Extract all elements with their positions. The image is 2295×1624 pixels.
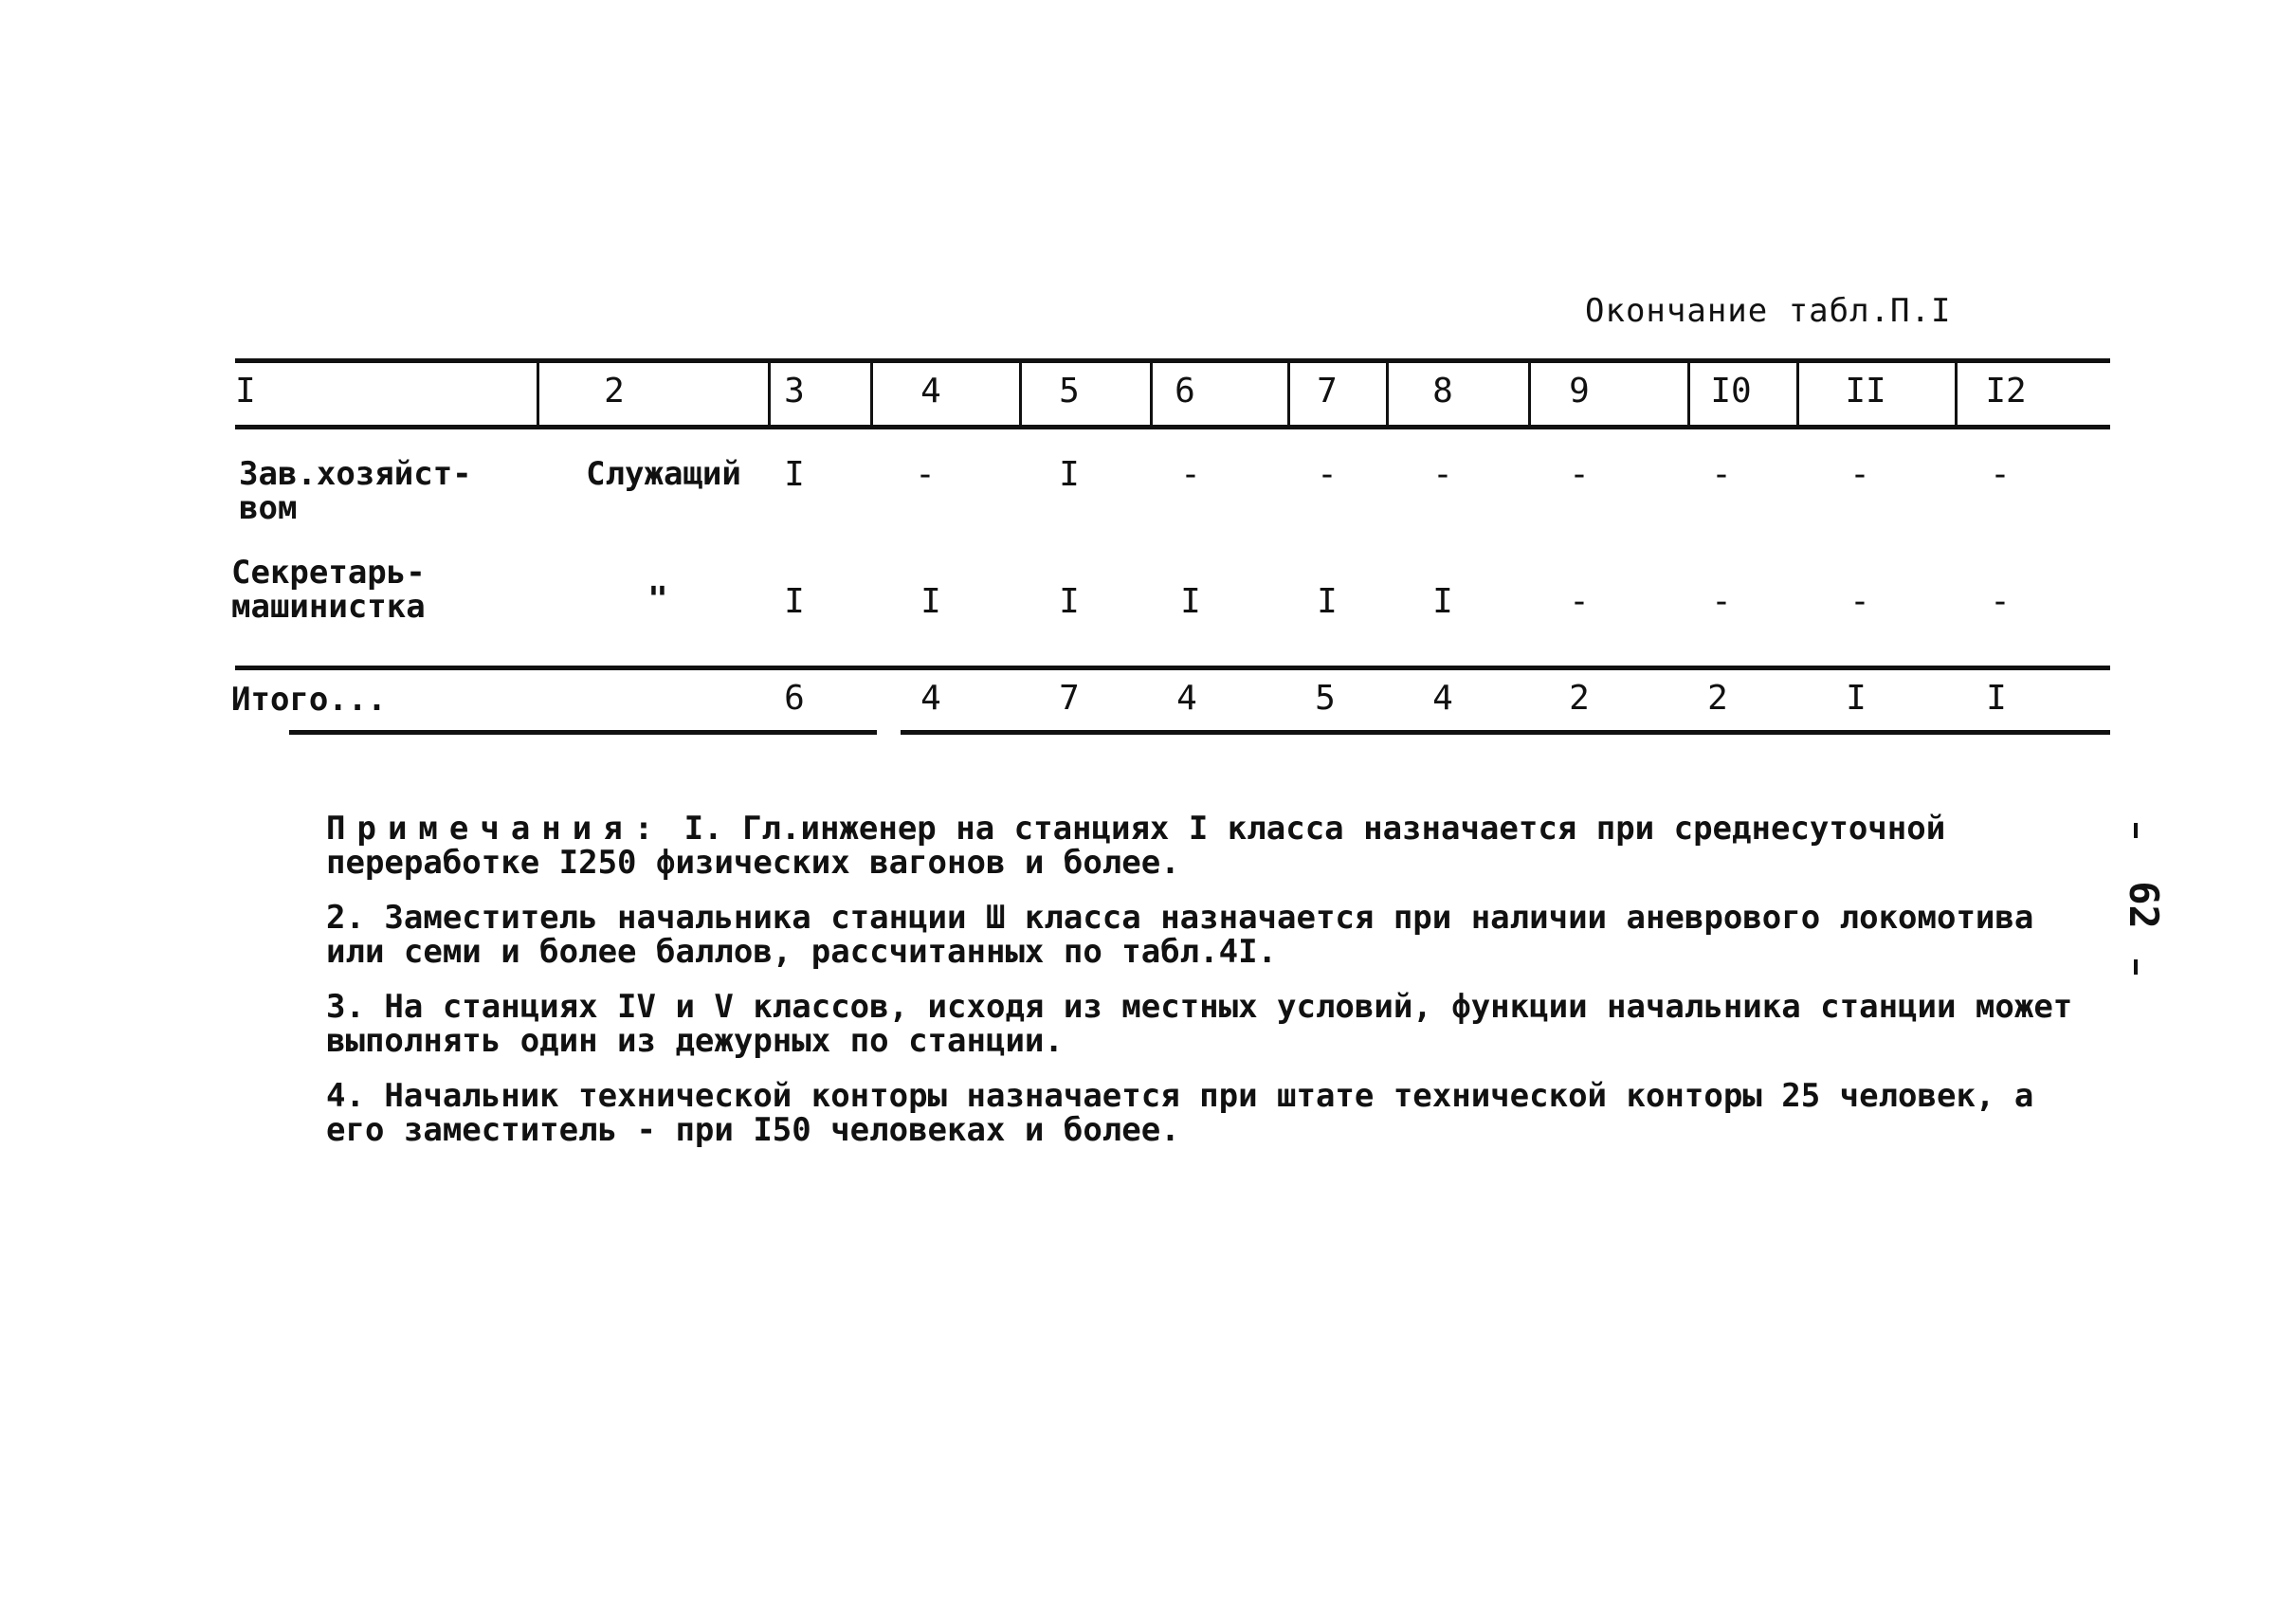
total-cell: I [1986, 679, 2007, 718]
total-bottom-rule [289, 730, 877, 735]
total-cell: 2 [1707, 679, 1728, 718]
page-tick-top [2134, 823, 2138, 838]
header-cell: I0 [1710, 372, 1752, 411]
table-top-rule [235, 358, 2110, 363]
table-cell: - [1569, 582, 1590, 621]
col-sep [1386, 362, 1389, 427]
table-cell: - [1990, 455, 2011, 494]
note-3: 3. На станциях IV и V классов, исходя из местных условий, функции начальника станции может выполнять один из дежурных по станции. [326, 988, 2073, 1060]
total-cell: 7 [1059, 679, 1080, 718]
table-cell: I [1317, 582, 1338, 621]
total-cell: 4 [1432, 679, 1453, 718]
col-sep [1287, 362, 1290, 427]
header-cell: 5 [1059, 372, 1080, 411]
row-category: " [647, 580, 668, 619]
table-cell: - [1569, 455, 1590, 494]
note-text: I. Гл.инженер на станциях I класса назначается при среднесуточной переработке I250 физических вагонов и более. [326, 810, 1946, 882]
table-cell: I [1432, 582, 1453, 621]
total-cell: 4 [920, 679, 941, 718]
header-cell: 6 [1175, 372, 1195, 411]
page-tick-bottom [2134, 959, 2138, 975]
col-sep [1019, 362, 1022, 427]
total-label: Итого... [231, 681, 387, 719]
total-cell: 5 [1315, 679, 1336, 718]
table-cell: - [1849, 582, 1870, 621]
row-label: Зав.хозяйст- вом [239, 455, 472, 527]
header-bottom-rule [235, 425, 2110, 429]
col-sep [768, 362, 771, 427]
table-cell: - [1849, 455, 1870, 494]
col-sep [1528, 362, 1531, 427]
table-cell: - [1432, 455, 1453, 494]
header-cell: I2 [1985, 372, 2027, 411]
header-cell: 7 [1317, 372, 1338, 411]
notes-heading: Примечания: [326, 810, 665, 848]
total-cell: 2 [1569, 679, 1590, 718]
total-cell: I [1846, 679, 1867, 718]
row-category: Служащий [586, 455, 741, 493]
table-cell: - [1711, 582, 1732, 621]
table-cell: - [1990, 582, 2011, 621]
page-number: 62 [2120, 881, 2167, 929]
total-bottom-rule-2 [901, 730, 2110, 735]
header-cell: 9 [1569, 372, 1590, 411]
col-sep [537, 362, 539, 427]
table-cell: I [1059, 582, 1080, 621]
total-cell: 6 [784, 679, 805, 718]
header-cell: 4 [920, 372, 941, 411]
table-cell: - [1711, 455, 1732, 494]
total-top-rule [235, 666, 2110, 670]
table-cell: I [784, 582, 805, 621]
table-cell: I [1059, 455, 1080, 494]
header-cell: 8 [1432, 372, 1453, 411]
col-sep [870, 362, 873, 427]
note-1 [231, 812, 2080, 880]
header-cell: 2 [604, 372, 625, 411]
col-sep [1955, 362, 1958, 427]
col-sep [1796, 362, 1799, 427]
table-cell: - [1180, 455, 1201, 494]
header-cell: II [1845, 372, 1886, 411]
table-cell: I [1180, 582, 1201, 621]
row-label: Секретарь- машинистка [231, 554, 426, 626]
header-cell: I [235, 372, 256, 411]
col-sep [1687, 362, 1690, 427]
table-cell: I [920, 582, 941, 621]
notes-block [231, 812, 2080, 1168]
table-cell: - [915, 455, 936, 494]
header-cell: 3 [784, 372, 805, 411]
table-cell: - [1317, 455, 1338, 494]
total-cell: 4 [1176, 679, 1197, 718]
table-cell: I [784, 455, 805, 494]
col-sep [1150, 362, 1153, 427]
note-2: 2. Заместитель начальника станции Ш класса назначается при наличии аневрового локомотива или семи и более баллов, рассчитанных по табл.4I. [326, 899, 2034, 971]
note-4: 4. Начальник технической конторы назначается при штате технической конторы 25 человек, а его заместитель - при I50 человеках и более. [326, 1077, 2034, 1149]
table-caption: Окончание табл.П.I [1585, 292, 1952, 330]
